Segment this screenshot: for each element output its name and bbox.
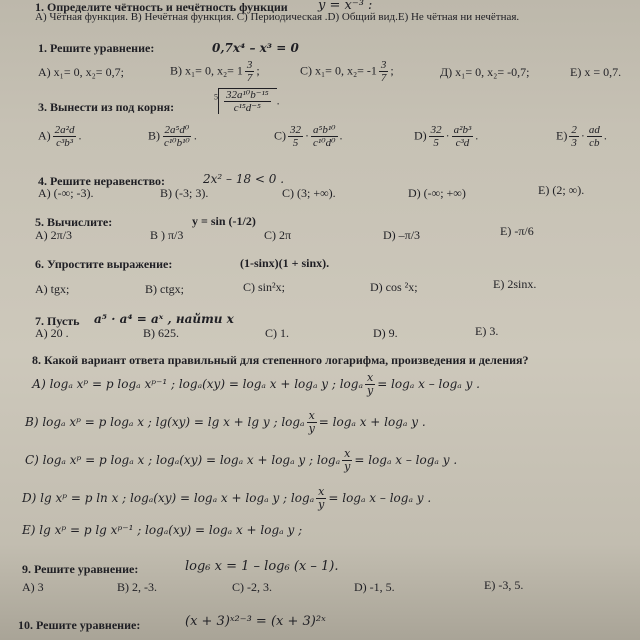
task-3-option-e: E) $\frac{2}{3}$ · $\frac{ad}{cb}$ .	[556, 124, 607, 149]
task-7-option-c: С) 1.	[265, 326, 289, 340]
task-9-option-b: В) 2, -3.	[117, 580, 157, 594]
task-10-question: 10. Решите уравнение:	[18, 618, 141, 632]
task-3-radical: $^5$ $\frac{\text{32a¹⁰b⁻¹⁵}}{\text{c¹⁵d⁻⁵}}$ .	[214, 89, 280, 114]
task-9-option-d: D) -1, 5.	[354, 580, 395, 594]
task-4-option-c: С) (3; +∞).	[282, 186, 336, 200]
task-1b-expression: 0,7x⁴ – x³ = 0	[212, 41, 299, 55]
task-8-option-d: D) lg xᵖ = p ln x ; logₐ(xy) = logₐ x + logₐ y ; logₐ $\frac{x}{y}$ = logₐ x – logₐ y .	[22, 485, 432, 511]
task-1a-expression: y = x⁻³ :	[318, 0, 373, 13]
task-1b-option-b: В) x₁= 0, x₂= 1 $\frac{3}{7}$ ;	[170, 59, 260, 84]
task-1a-question: 1. Определите чётность и нечётность функции	[35, 0, 288, 14]
task-5-question: 5. Вычислите:	[35, 215, 113, 229]
task-5-option-b: В ) π/3	[150, 228, 184, 242]
task-1b-option-d: Д) x₁= 0, x₂= -0,7;	[440, 65, 530, 79]
task-5-expression: y = sin (-1/2)	[192, 214, 256, 228]
task-8-option-a: А) logₐ xᵖ = p logₐ xᵖ⁻¹ ; logₐ(xy) = logₐ x + logₐ y ; logₐ $\frac{x}{y}$ = logₐ x – logₐ y .	[32, 371, 480, 397]
task-5-option-c: С) 2π	[264, 228, 292, 242]
task-4-option-d: D) (-∞; +∞)	[408, 186, 466, 200]
task-6-option-b: В) ctgx;	[145, 282, 184, 296]
task-7-option-e: Е) 3.	[475, 324, 499, 338]
task-4-expression: 2x² – 18 < 0 .	[203, 172, 285, 186]
task-9-question: 9. Решите уравнение:	[22, 562, 139, 576]
task-7-option-d: D) 9.	[373, 326, 398, 340]
task-3-option-b: В) $\frac{\text{2a⁵d⁰}}{\text{c¹⁰b¹⁰}}$ .	[148, 124, 197, 149]
task-7-option-b: В) 625.	[143, 326, 179, 340]
task-6-option-d: D) cos ²x;	[370, 280, 418, 294]
task-8-option-c: С) logₐ xᵖ = p logₐ x ; logₐ(xy) = logₐ x + logₐ y ; logₐ $\frac{x}{y}$ = logₐ x – logₐ y .	[25, 447, 458, 473]
task-5-option-e: Е) -π/6	[500, 224, 534, 238]
task-4-option-b: В) (-3; 3).	[160, 186, 209, 200]
task-10-expression: (x + 3)ˣ²⁻³ = (x + 3)²ˣ	[185, 614, 326, 629]
task-8-option-e: Е) lg xᵖ = p lg xᵖ⁻¹ ; logₐ(xy) = logₐ x + logₐ y ;	[22, 523, 303, 537]
task-4-question: 4. Решите неравенство:	[38, 174, 166, 188]
task-3-question: 3. Вынести из под корня:	[38, 100, 175, 114]
task-1b-option-a: А) x₁= 0, x₂= 0,7;	[38, 65, 124, 79]
task-1b-option-e: Е) x = 0,7.	[570, 65, 622, 79]
task-3-option-a: А) $\frac{\text{2a²d}}{\text{c³b³}}$ .	[38, 124, 82, 149]
task-1a-options: А) Чётная функция. В) Нечётная функция. С) Периодическая .D) Общий вид.Е) Не чётная ни нечётная.	[35, 11, 520, 23]
task-6-expression: (1-sinx)(1 + sinx).	[240, 256, 330, 270]
task-7-option-a: А) 20 .	[35, 326, 69, 340]
task-4-option-a: А) (-∞; -3).	[38, 186, 94, 200]
task-5-option-d: D) –π/3	[383, 228, 421, 242]
task-9-option-e: Е) -3, 5.	[484, 578, 524, 592]
task-6-option-a: А) tgx;	[35, 282, 70, 296]
task-8-option-b: В) logₐ xᵖ = p logₐ x ; lg(xy) = lg x + lg y ; logₐ $\frac{x}{y}$ = logₐ x + logₐ y .	[25, 409, 426, 435]
task-6-question: 6. Упростите выражение:	[35, 257, 173, 271]
task-4-option-e: E) (2; ∞).	[538, 183, 585, 197]
task-8-question: 8. Какой вариант ответа правильный для степенного логарифма, произведения и деления?	[32, 353, 529, 367]
task-3-option-d: D) $\frac{32}{5}$ · $\frac{\text{a²b³}}{\text{c³d}}$ .	[414, 124, 479, 149]
task-6-option-e: Е) 2sinx.	[493, 277, 537, 291]
task-1b-option-c: С) x₁= 0, x₂= -1 $\frac{3}{7}$ ;	[300, 59, 394, 84]
task-1b-question: 1. Решите уравнение:	[38, 41, 155, 55]
task-6-option-c: С) sin²x;	[243, 280, 285, 294]
task-9-option-a: А) 3	[22, 580, 44, 594]
task-7-question: 7. Пусть	[35, 314, 80, 328]
task-5-option-a: А) 2π/3	[35, 228, 73, 242]
task-9-expression: log₆ x = 1 – log₆ (x – 1).	[185, 559, 339, 574]
task-9-option-c: С) -2, 3.	[232, 580, 272, 594]
task-7-expression: a⁵ · a⁴ = aˣ , найти x	[94, 312, 234, 326]
task-3-option-c: С) $\frac{32}{5}$ · $\frac{\text{a⁵b¹⁰}}{\text{c¹⁰d⁰}}$ .	[274, 124, 343, 149]
